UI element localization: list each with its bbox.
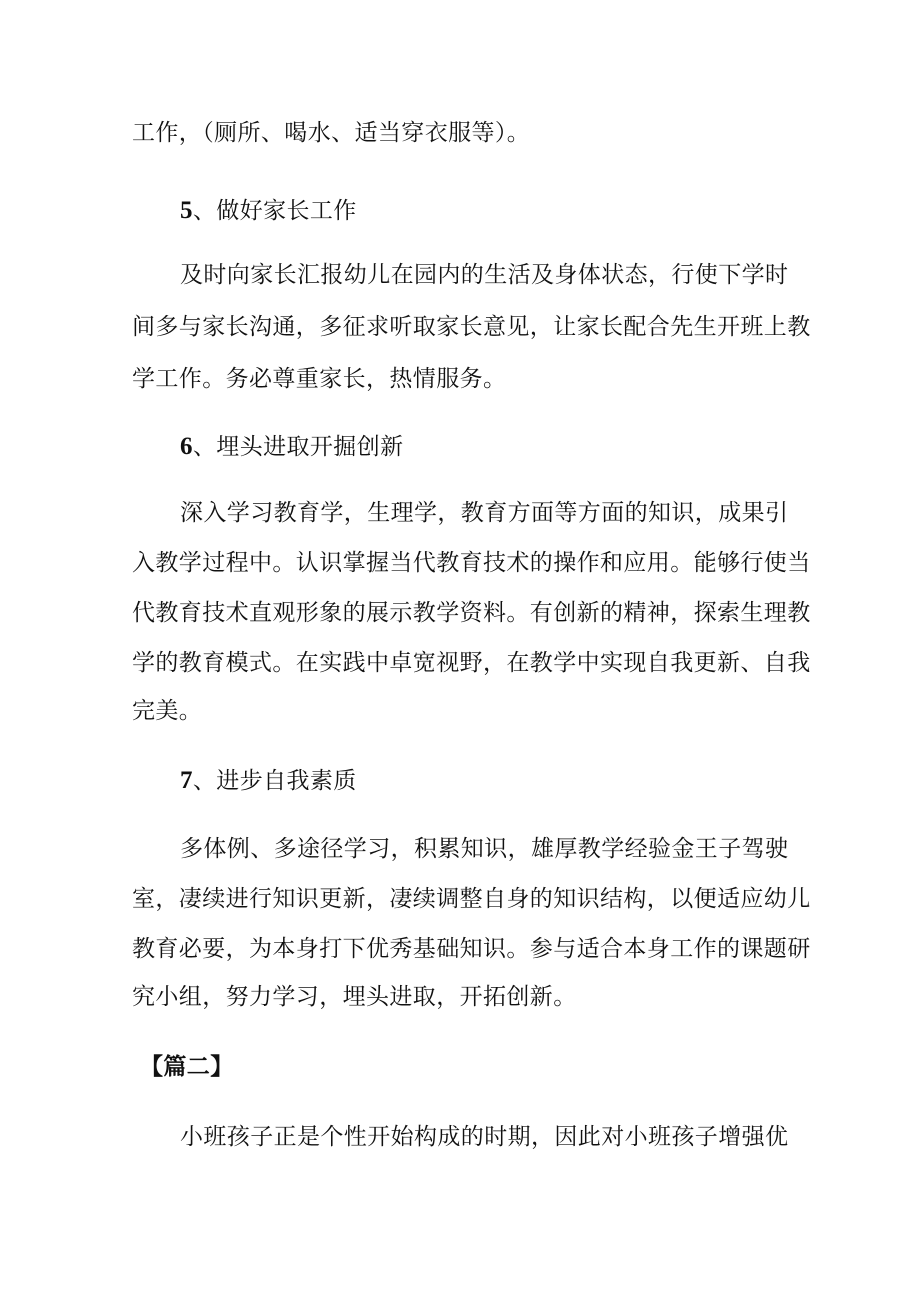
paragraph-line: 完美。 xyxy=(132,698,203,724)
paragraph-line: 工作，（厕所、喝水、适当穿衣服等）。 xyxy=(132,120,531,146)
paragraph-line: 深入学习教育学，生理学，教育方面等方面的知识，成果引 xyxy=(180,500,789,526)
section-title: 、埋头进取开掘创新 xyxy=(192,434,404,460)
paragraph-line: 室，凄续进行知识更新，凄续调整自身的知识结构，以便适应幼儿 xyxy=(132,886,811,912)
section-number: 6 xyxy=(180,433,193,460)
paragraph-line: 多体例、多途径学习，积累知识，雄厚教学经验金王子驾驶 xyxy=(180,836,789,862)
section-title: 、进步自我素质 xyxy=(192,768,357,794)
part-two-title: 【篇二】 xyxy=(140,1054,234,1080)
section-7-heading xyxy=(180,766,357,796)
paragraph-line: 学工作。务必尊重家长，热情服务。 xyxy=(132,366,507,392)
paragraph-line: 小班孩子正是个性开始构成的时期，因此对小班孩子增强优 xyxy=(180,1124,789,1150)
paragraph-line: 代教育技术直观形象的展示教学资料。有创新的精神，探索生理教 xyxy=(132,600,811,626)
section-number: 7 xyxy=(180,767,193,794)
paragraph-line: 间多与家长沟通，多征求听取家长意见，让家长配合先生开班上教 xyxy=(132,314,811,340)
section-5-heading xyxy=(180,196,357,226)
section-number: 5 xyxy=(180,197,193,224)
paragraph-line: 教育必要，为本身打下优秀基础知识。参与适合本身工作的课题研 xyxy=(132,936,811,962)
paragraph-line: 学的教育模式。在实践中卓宽视野，在教学中实现自我更新、自我 xyxy=(132,650,811,676)
section-title: 、做好家长工作 xyxy=(192,198,357,224)
paragraph-line: 究小组，努力学习，埋头进取，开拓创新。 xyxy=(132,984,577,1010)
paragraph-line: 入教学过程中。认识掌握当代教育技术的操作和应用。能够行使当 xyxy=(132,550,811,576)
paragraph-line: 及时向家长汇报幼儿在园内的生活及身体状态，行使下学时 xyxy=(180,262,789,288)
section-6-heading xyxy=(180,432,404,462)
